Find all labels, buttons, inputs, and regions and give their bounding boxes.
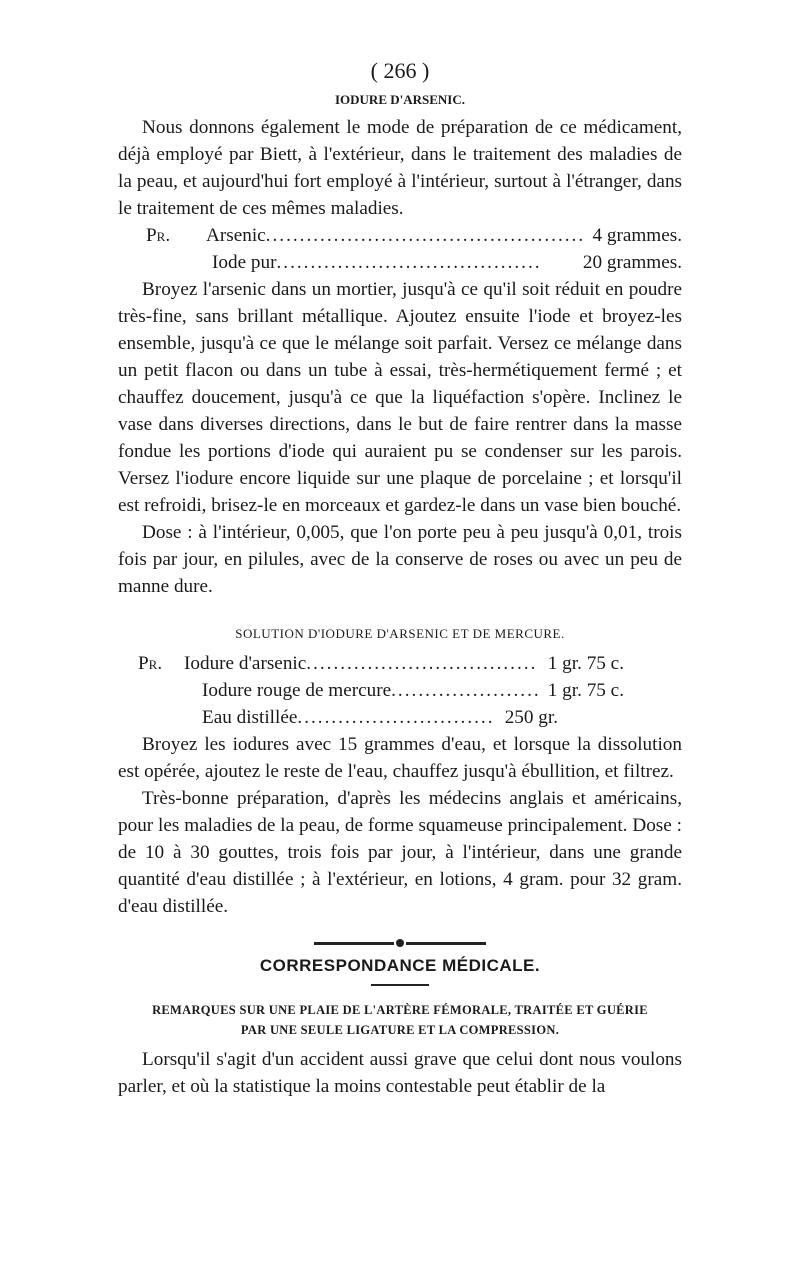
ingredient-name: Arsenic	[206, 225, 266, 246]
recipe-prefix: Pr.	[146, 225, 171, 246]
ingredient-quantity: 1 gr. 75 c.	[547, 653, 624, 674]
solution-method-paragraph: Broyez les iodures avec 15 grammes d'eau, et lorsque la dissolution est opérée, ajoutez le reste de l'eau, chauffez jusqu'à ébullition, et filtrez.	[118, 734, 682, 782]
leader-dots	[266, 222, 583, 249]
solution-note-paragraph: Très-bonne préparation, d'après les médecins anglais et américains, pour les maladies de la peau, de forme squameuse principalement. Dose : de 10 à 30 gouttes, trois fois par jour, à l'intérieur, dans une grande quantité d'eau distillée ; à l'extérieur, en lotions, 4 gram. pour 32 gram. d'eau distillée.	[118, 788, 682, 917]
page	[118, 58, 682, 1100]
ingredient-name: Iode pur	[212, 252, 277, 273]
ingredient-quantity: 4 grammes.	[592, 225, 682, 246]
recipe-line	[118, 704, 682, 731]
ingredient-name: Eau distillée	[202, 707, 298, 728]
page-number: ( 266 )	[370, 58, 430, 83]
leader-dots	[391, 677, 538, 704]
recipe-iodure-arsenic	[118, 222, 682, 276]
method-paragraph: Broyez l'arsenic dans un mortier, jusqu'à ce qu'il soit réduit en poudre très-fine, sans brillant métallique. Ajoutez ensuite l'iode et broyez-les ensemble, jusqu'à ce que le mélange soit parfait. Versez ce mélange dans un petit flacon ou dans un tube à essai, très-hermétiquement fermé ; et chauffez doucement, jusqu'à ce que la liquéfaction s'opère. Inclinez le vase dans diverses directions, dans le but de faire rentrer dans la masse fondue les portions d'iode qui auraient pu se condenser sur les parois. Versez l'iodure encore liquide sur une plaque de porcelaine ; et lorsqu'il est refroidi, brisez-le en morceaux et gardez-le dans un vase bien bouché.	[118, 279, 682, 516]
article-paragraph: Lorsqu'il s'agit d'un accident aussi grave que celui dont nous voulons parler, et où la statistique la moins contestable peut établir de la	[118, 1049, 682, 1097]
ingredient-quantity: 250 gr.	[504, 707, 558, 728]
section-title-solution: SOLUTION D'IODURE D'ARSENIC ET DE MERCURE.	[235, 626, 565, 641]
recipe-line	[118, 677, 682, 704]
recipe-line	[118, 222, 682, 249]
recipe-prefix: Pr.	[138, 653, 163, 674]
leader-dots	[306, 650, 538, 677]
ingredient-quantity: 20 grammes.	[582, 252, 682, 273]
ingredient-quantity: 1 gr. 75 c.	[547, 680, 624, 701]
recipe-line	[118, 249, 682, 276]
section-title-iodure-arsenic: IODURE D'ARSENIC.	[334, 92, 466, 107]
recipe-solution	[118, 650, 682, 731]
ornament-divider	[118, 934, 682, 948]
title-rule	[371, 984, 429, 986]
article-subtitle-line-1: REMARQUES SUR UNE PLAIE DE L'ARTÈRE FÉMORALE, TRAITÉE ET GUÉRIE	[152, 1003, 648, 1017]
article-subtitle-line-2: PAR UNE SEULE LIGATURE ET LA COMPRESSION.	[240, 1023, 560, 1037]
article-subtitle	[118, 1000, 682, 1040]
intro-paragraph: Nous donnons également le mode de préparation de ce médicament, déjà employé par Biett, à l'extérieur, dans le traitement des maladies de la peau, et aujourd'hui fort employé à l'intérieur, surtout à l'étranger, dans le traitement de ces mêmes maladies.	[118, 117, 682, 219]
ingredient-name: Iodure d'arsenic	[184, 653, 307, 674]
dose-paragraph: Dose : à l'intérieur, 0,005, que l'on porte peu à peu jusqu'à 0,01, trois fois par jour, en pilules, avec de la conserve de roses ou avec un peu de manne dure.	[118, 522, 682, 597]
leader-dots	[297, 704, 494, 731]
ingredient-name: Iodure rouge de mercure	[202, 680, 392, 701]
leader-dots	[276, 249, 540, 276]
recipe-line	[118, 650, 682, 677]
correspondance-title: CORRESPONDANCE MÉDICALE.	[259, 956, 541, 975]
